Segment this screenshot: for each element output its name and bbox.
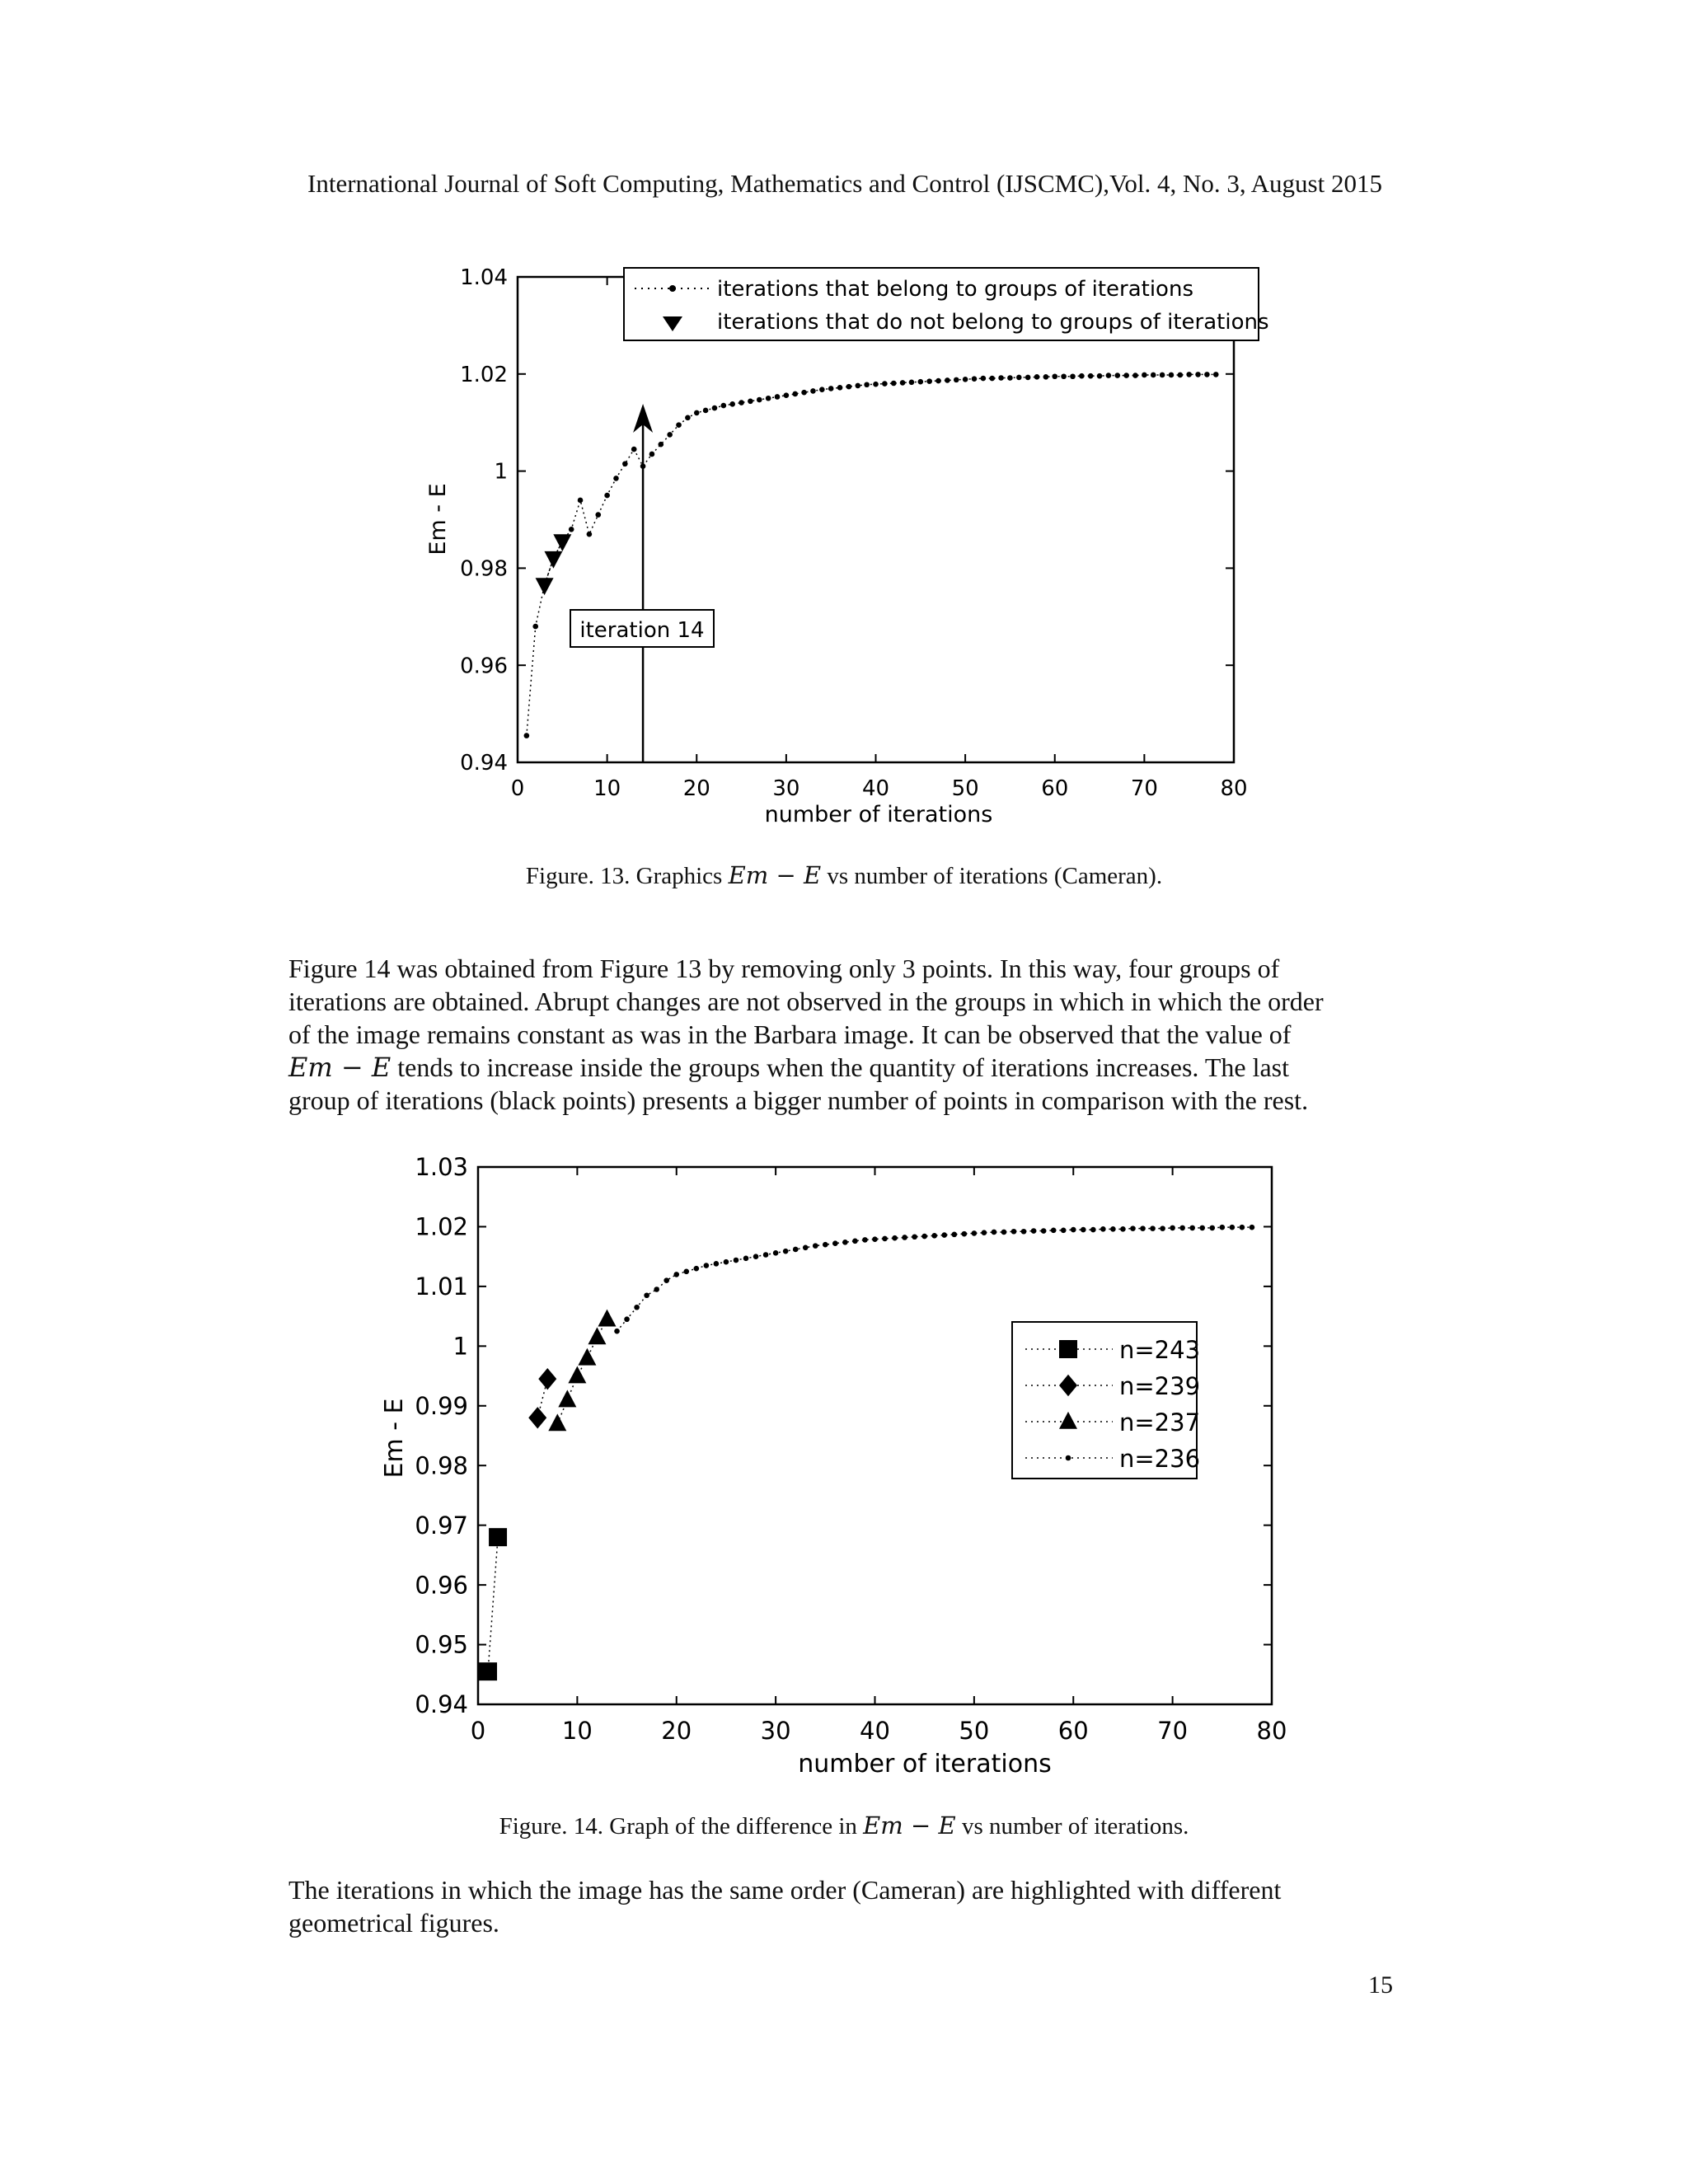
y-tick-label: 0.97 — [415, 1511, 468, 1540]
data-point — [743, 1256, 749, 1262]
data-point — [1001, 1230, 1007, 1235]
x-tick-label: 0 — [470, 1717, 486, 1745]
x-tick-label: 80 — [1256, 1717, 1287, 1745]
x-tick-label: 50 — [959, 1717, 990, 1745]
data-point — [1230, 1225, 1236, 1230]
x-tick-label: 30 — [772, 776, 800, 801]
data-point — [1179, 1226, 1185, 1231]
data-point — [1090, 1227, 1096, 1233]
y-tick-label: 1.02 — [460, 362, 508, 387]
data-point — [832, 1240, 838, 1246]
data-point — [489, 1528, 507, 1546]
data-point — [1081, 1227, 1086, 1233]
x-axis-label: number of iterations — [798, 1750, 1052, 1779]
figure-13-caption: Figure. 13. Graphics Em − E vs number of iterations (Cameran). — [525, 861, 1163, 889]
legend-label: n=239 — [1119, 1372, 1201, 1400]
data-point — [1110, 1226, 1116, 1232]
data-point — [1199, 1226, 1205, 1231]
data-point — [941, 1232, 947, 1238]
x-tick-label: 10 — [561, 1717, 593, 1745]
data-point — [673, 1272, 679, 1277]
data-point — [813, 1243, 818, 1249]
legend-label: n=237 — [1119, 1408, 1201, 1436]
y-tick-label: 0.96 — [460, 654, 508, 679]
data-point — [663, 1277, 669, 1283]
data-point — [803, 1245, 809, 1251]
page-number: 15 — [1368, 1971, 1393, 1999]
data-point — [852, 1239, 858, 1244]
data-point — [773, 1250, 779, 1256]
x-tick-label: 30 — [760, 1717, 791, 1745]
data-point — [823, 1242, 828, 1248]
data-point — [1021, 1229, 1027, 1235]
y-tick-label: 1.03 — [415, 1153, 468, 1182]
x-tick-label: 80 — [1220, 776, 1248, 801]
y-tick-label: 0.98 — [460, 556, 508, 582]
data-point — [1041, 1228, 1047, 1234]
y-tick-label: 1.04 — [460, 265, 508, 291]
data-point — [982, 1230, 987, 1235]
data-point — [654, 1286, 659, 1292]
data-point — [1189, 1226, 1195, 1231]
data-point — [1100, 1226, 1106, 1232]
data-point — [634, 1305, 640, 1310]
data-point — [862, 1237, 868, 1243]
x-tick-label: 70 — [1157, 1717, 1189, 1745]
data-point — [734, 1258, 739, 1263]
x-tick-label: 40 — [861, 776, 890, 801]
data-point — [479, 1662, 497, 1680]
x-tick-label: 50 — [951, 776, 979, 801]
data-point — [694, 1266, 700, 1272]
legend-marker — [1059, 1340, 1077, 1358]
data-point — [614, 1329, 620, 1334]
x-tick-label: 20 — [682, 776, 710, 801]
data-point — [1170, 1226, 1175, 1231]
data-point — [578, 1348, 596, 1366]
x-tick-label: 10 — [593, 776, 621, 801]
data-point — [921, 1234, 927, 1240]
y-tick-label: 0.98 — [415, 1451, 468, 1480]
data-point — [683, 1268, 689, 1274]
data-point — [568, 1366, 586, 1383]
data-point — [1160, 1226, 1165, 1231]
data-point — [1150, 1226, 1156, 1231]
data-point — [538, 1368, 556, 1390]
data-point — [1011, 1229, 1017, 1235]
data-point — [528, 1407, 546, 1428]
x-tick-label: 20 — [661, 1717, 692, 1745]
legend-label: n=236 — [1119, 1445, 1201, 1473]
data-point — [548, 1413, 566, 1431]
data-point — [1071, 1227, 1076, 1233]
data-point — [952, 1232, 958, 1238]
data-point — [624, 1316, 630, 1322]
x-tick-label: 40 — [860, 1717, 890, 1745]
data-point — [1130, 1226, 1136, 1231]
data-point — [892, 1235, 898, 1241]
legend-label-2: iterations that do not belong to groups of iterations — [717, 310, 1269, 335]
data-point — [912, 1234, 917, 1240]
y-tick-label: 0.94 — [415, 1690, 468, 1719]
data-point — [753, 1254, 759, 1259]
x-tick-label: 60 — [1041, 776, 1069, 801]
data-point — [724, 1259, 729, 1265]
x-tick-label: 60 — [1057, 1717, 1089, 1745]
x-tick-label: 0 — [510, 776, 525, 801]
y-axis-label: Em - E — [380, 1398, 409, 1479]
paragraph-1: Figure 14 was obtained from Figure 13 by removing only 3 points. In this way, four groups of iterations are obtained. Abrupt changes are not observed in the groups in which in which the order of the image remains constant as was in the Barbara image. It can be observed that the value of Em − E tends to increase inside the groups when the quantity of iterations increases. The last group of iterations (black points) presents a bigger number of points in comparison with the rest. — [288, 954, 1324, 1115]
y-tick-label: 1.01 — [415, 1272, 468, 1301]
data-point — [1051, 1227, 1057, 1233]
data-point — [644, 1292, 649, 1298]
data-point — [902, 1235, 907, 1240]
data-point — [872, 1236, 878, 1242]
annotation-label: iteration 14 — [579, 618, 705, 643]
data-point — [1240, 1225, 1245, 1230]
data-point — [1120, 1226, 1126, 1232]
data-point — [882, 1236, 888, 1242]
series-line — [617, 1227, 1252, 1331]
legend-label-1: iterations that belong to groups of iterations — [717, 277, 1193, 302]
data-point — [714, 1261, 720, 1267]
paragraph-2: The iterations in which the image has the same order (Cameran) are highlighted with different geometrical figures. — [288, 1875, 1282, 1938]
journal-header: International Journal of Soft Computing, Mathematics and Control (IJSCMC),Vol. 4, No. 3, August 2015 — [307, 169, 1382, 198]
legend-label: n=243 — [1119, 1336, 1201, 1364]
y-tick-label: 1 — [494, 459, 508, 485]
y-tick-label: 0.94 — [460, 751, 508, 776]
data-point — [842, 1240, 848, 1245]
data-point — [1140, 1226, 1146, 1231]
data-point — [763, 1252, 769, 1258]
y-tick-label: 0.96 — [415, 1571, 468, 1600]
data-point — [1250, 1225, 1255, 1230]
y-tick-label: 1 — [452, 1332, 468, 1361]
data-point — [704, 1263, 710, 1268]
data-point — [793, 1247, 799, 1253]
data-point — [1220, 1225, 1226, 1230]
data-point — [931, 1233, 937, 1239]
data-point — [558, 1390, 576, 1407]
data-point — [598, 1310, 616, 1327]
series-line — [488, 1537, 498, 1671]
y-tick-label: 0.99 — [415, 1391, 468, 1420]
data-point — [1031, 1228, 1037, 1234]
figure-14-caption: Figure. 14. Graph of the difference in Em − E vs number of iterations. — [499, 1811, 1189, 1840]
y-tick-label: 1.02 — [415, 1212, 468, 1241]
data-point — [962, 1231, 968, 1237]
x-tick-label: 70 — [1130, 776, 1158, 801]
y-axis-label: Em - E — [425, 483, 451, 555]
data-point — [588, 1327, 606, 1344]
data-point — [1061, 1227, 1067, 1233]
x-axis-label: number of iterations — [764, 802, 993, 827]
data-point — [783, 1249, 789, 1254]
y-tick-label: 0.95 — [415, 1630, 468, 1659]
data-point — [972, 1230, 978, 1236]
data-point — [1209, 1226, 1215, 1231]
legend-marker — [1066, 1455, 1071, 1461]
data-point — [992, 1230, 997, 1235]
